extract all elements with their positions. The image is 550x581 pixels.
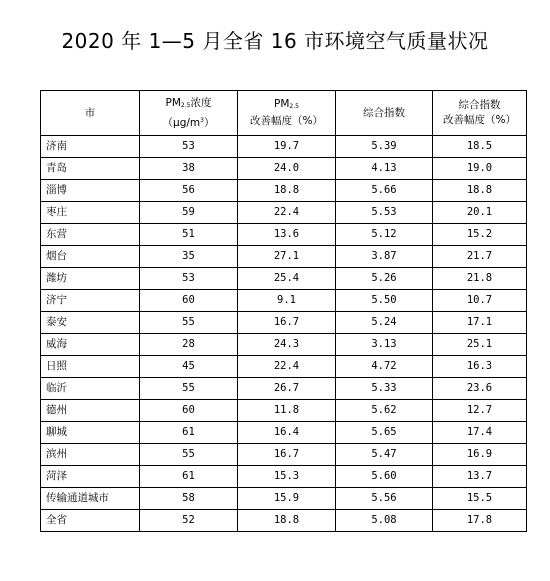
cell-pm25: 53 (140, 136, 238, 158)
cell-index-improvement: 21.7 (433, 246, 527, 268)
cell-pm25: 52 (140, 510, 238, 532)
table-row (41, 400, 527, 422)
table-row (41, 312, 527, 334)
table-row (41, 158, 527, 180)
air-quality-table (40, 90, 527, 532)
cell-index-improvement: 12.7 (433, 400, 527, 422)
cell-index-improvement: 13.7 (433, 466, 527, 488)
cell-composite-index: 3.13 (336, 334, 433, 356)
cell-pm25-improvement: 24.3 (238, 334, 336, 356)
cell-pm25-improvement: 26.7 (238, 378, 336, 400)
table-row (41, 136, 527, 158)
cell-index-improvement: 17.4 (433, 422, 527, 444)
table-row (41, 422, 527, 444)
cell-pm25-improvement: 19.7 (238, 136, 336, 158)
table-row (41, 246, 527, 268)
cell-pm25-improvement: 16.7 (238, 444, 336, 466)
cell-pm25-improvement: 16.4 (238, 422, 336, 444)
header-pm25-prefix: PM (165, 96, 181, 109)
cell-pm25: 56 (140, 180, 238, 202)
table-row (41, 444, 527, 466)
cell-index-improvement: 16.9 (433, 444, 527, 466)
cell-city: 全省 (41, 510, 140, 532)
cell-index-improvement: 10.7 (433, 290, 527, 312)
header-index-label: 综合指数 (363, 106, 405, 119)
cell-city: 菏泽 (41, 466, 140, 488)
cell-index-improvement: 20.1 (433, 202, 527, 224)
cell-composite-index: 5.12 (336, 224, 433, 246)
cell-composite-index: 5.39 (336, 136, 433, 158)
cell-pm25: 51 (140, 224, 238, 246)
table-body (41, 136, 527, 532)
header-pm25-unit-prefix: （μg/m (162, 116, 201, 129)
cell-composite-index: 5.24 (336, 312, 433, 334)
header-pm25-unit-suffix: ） (203, 116, 215, 129)
cell-composite-index: 5.26 (336, 268, 433, 290)
header-pm25-imp-label: 改善幅度（%） (250, 115, 323, 127)
header-city-label: 市 (84, 106, 96, 119)
cell-pm25: 55 (140, 312, 238, 334)
header-pm25-subscript: 2.5 (180, 101, 191, 109)
cell-city: 济宁 (41, 290, 140, 312)
cell-composite-index: 5.50 (336, 290, 433, 312)
cell-city: 枣庄 (41, 202, 140, 224)
cell-index-improvement: 18.5 (433, 136, 527, 158)
cell-pm25: 38 (140, 158, 238, 180)
cell-pm25-improvement: 15.9 (238, 488, 336, 510)
cell-pm25: 58 (140, 488, 238, 510)
cell-composite-index: 5.53 (336, 202, 433, 224)
cell-pm25-improvement: 18.8 (238, 510, 336, 532)
table-row (41, 334, 527, 356)
cell-city: 德州 (41, 400, 140, 422)
cell-city: 青岛 (41, 158, 140, 180)
cell-pm25-improvement: 18.8 (238, 180, 336, 202)
cell-composite-index: 5.08 (336, 510, 433, 532)
cell-index-improvement: 25.1 (433, 334, 527, 356)
cell-index-improvement: 18.8 (433, 180, 527, 202)
header-index-imp-line1: 综合指数 (458, 99, 501, 111)
table-row (41, 378, 527, 400)
cell-city: 日照 (41, 356, 140, 378)
cell-pm25: 60 (140, 400, 238, 422)
cell-composite-index: 4.13 (336, 158, 433, 180)
table-row (41, 268, 527, 290)
table-row (41, 202, 527, 224)
cell-composite-index: 5.56 (336, 488, 433, 510)
cell-index-improvement: 17.1 (433, 312, 527, 334)
header-pm25-imp-subscript: 2.5 (289, 103, 299, 110)
cell-pm25: 61 (140, 422, 238, 444)
cell-city: 传输通道城市 (41, 488, 140, 510)
table-header-row (41, 91, 527, 136)
cell-pm25-improvement: 24.0 (238, 158, 336, 180)
cell-pm25-improvement: 13.6 (238, 224, 336, 246)
cell-pm25-improvement: 16.7 (238, 312, 336, 334)
header-index-improvement (433, 91, 527, 136)
header-index-imp-line2: 改善幅度（%） (443, 114, 516, 126)
cell-index-improvement: 16.3 (433, 356, 527, 378)
header-pm25-imp-prefix: PM (274, 98, 290, 110)
cell-city: 潍坊 (41, 268, 140, 290)
table-row (41, 510, 527, 532)
cell-pm25-improvement: 22.4 (238, 202, 336, 224)
cell-city: 泰安 (41, 312, 140, 334)
cell-pm25-improvement: 25.4 (238, 268, 336, 290)
cell-pm25-improvement: 15.3 (238, 466, 336, 488)
header-pm25-concentration (140, 91, 238, 136)
cell-pm25-improvement: 9.1 (238, 290, 336, 312)
header-pm25-unit-superscript: 3 (200, 116, 204, 124)
header-pm25-label: 浓度 (190, 96, 212, 109)
cell-pm25: 28 (140, 334, 238, 356)
cell-city: 淄博 (41, 180, 140, 202)
cell-pm25: 55 (140, 444, 238, 466)
header-composite-index (336, 91, 433, 136)
cell-pm25-improvement: 11.8 (238, 400, 336, 422)
table-row (41, 356, 527, 378)
cell-index-improvement: 19.0 (433, 158, 527, 180)
cell-pm25: 60 (140, 290, 238, 312)
cell-pm25-improvement: 22.4 (238, 356, 336, 378)
cell-index-improvement: 21.8 (433, 268, 527, 290)
cell-composite-index: 4.72 (336, 356, 433, 378)
cell-composite-index: 5.65 (336, 422, 433, 444)
table-row (41, 180, 527, 202)
cell-city: 滨州 (41, 444, 140, 466)
cell-composite-index: 5.47 (336, 444, 433, 466)
cell-city: 聊城 (41, 422, 140, 444)
cell-pm25: 35 (140, 246, 238, 268)
cell-city: 烟台 (41, 246, 140, 268)
header-city (41, 91, 140, 136)
cell-pm25: 55 (140, 378, 238, 400)
cell-city: 威海 (41, 334, 140, 356)
cell-city: 济南 (41, 136, 140, 158)
cell-index-improvement: 23.6 (433, 378, 527, 400)
cell-composite-index: 5.33 (336, 378, 433, 400)
page-title: 2020 年 1—5 月全省 16 市环境空气质量状况 (61, 29, 489, 53)
cell-index-improvement: 15.2 (433, 224, 527, 246)
cell-pm25: 59 (140, 202, 238, 224)
cell-pm25-improvement: 27.1 (238, 246, 336, 268)
cell-pm25: 45 (140, 356, 238, 378)
table-row (41, 488, 527, 510)
cell-index-improvement: 17.8 (433, 510, 527, 532)
table-row (41, 224, 527, 246)
cell-composite-index: 3.87 (336, 246, 433, 268)
cell-index-improvement: 15.5 (433, 488, 527, 510)
cell-pm25: 61 (140, 466, 238, 488)
header-pm25-improvement (238, 91, 336, 136)
cell-composite-index: 5.62 (336, 400, 433, 422)
cell-composite-index: 5.60 (336, 466, 433, 488)
table-row (41, 290, 527, 312)
cell-city: 东营 (41, 224, 140, 246)
cell-composite-index: 5.66 (336, 180, 433, 202)
cell-pm25: 53 (140, 268, 238, 290)
table-row (41, 466, 527, 488)
cell-city: 临沂 (41, 378, 140, 400)
